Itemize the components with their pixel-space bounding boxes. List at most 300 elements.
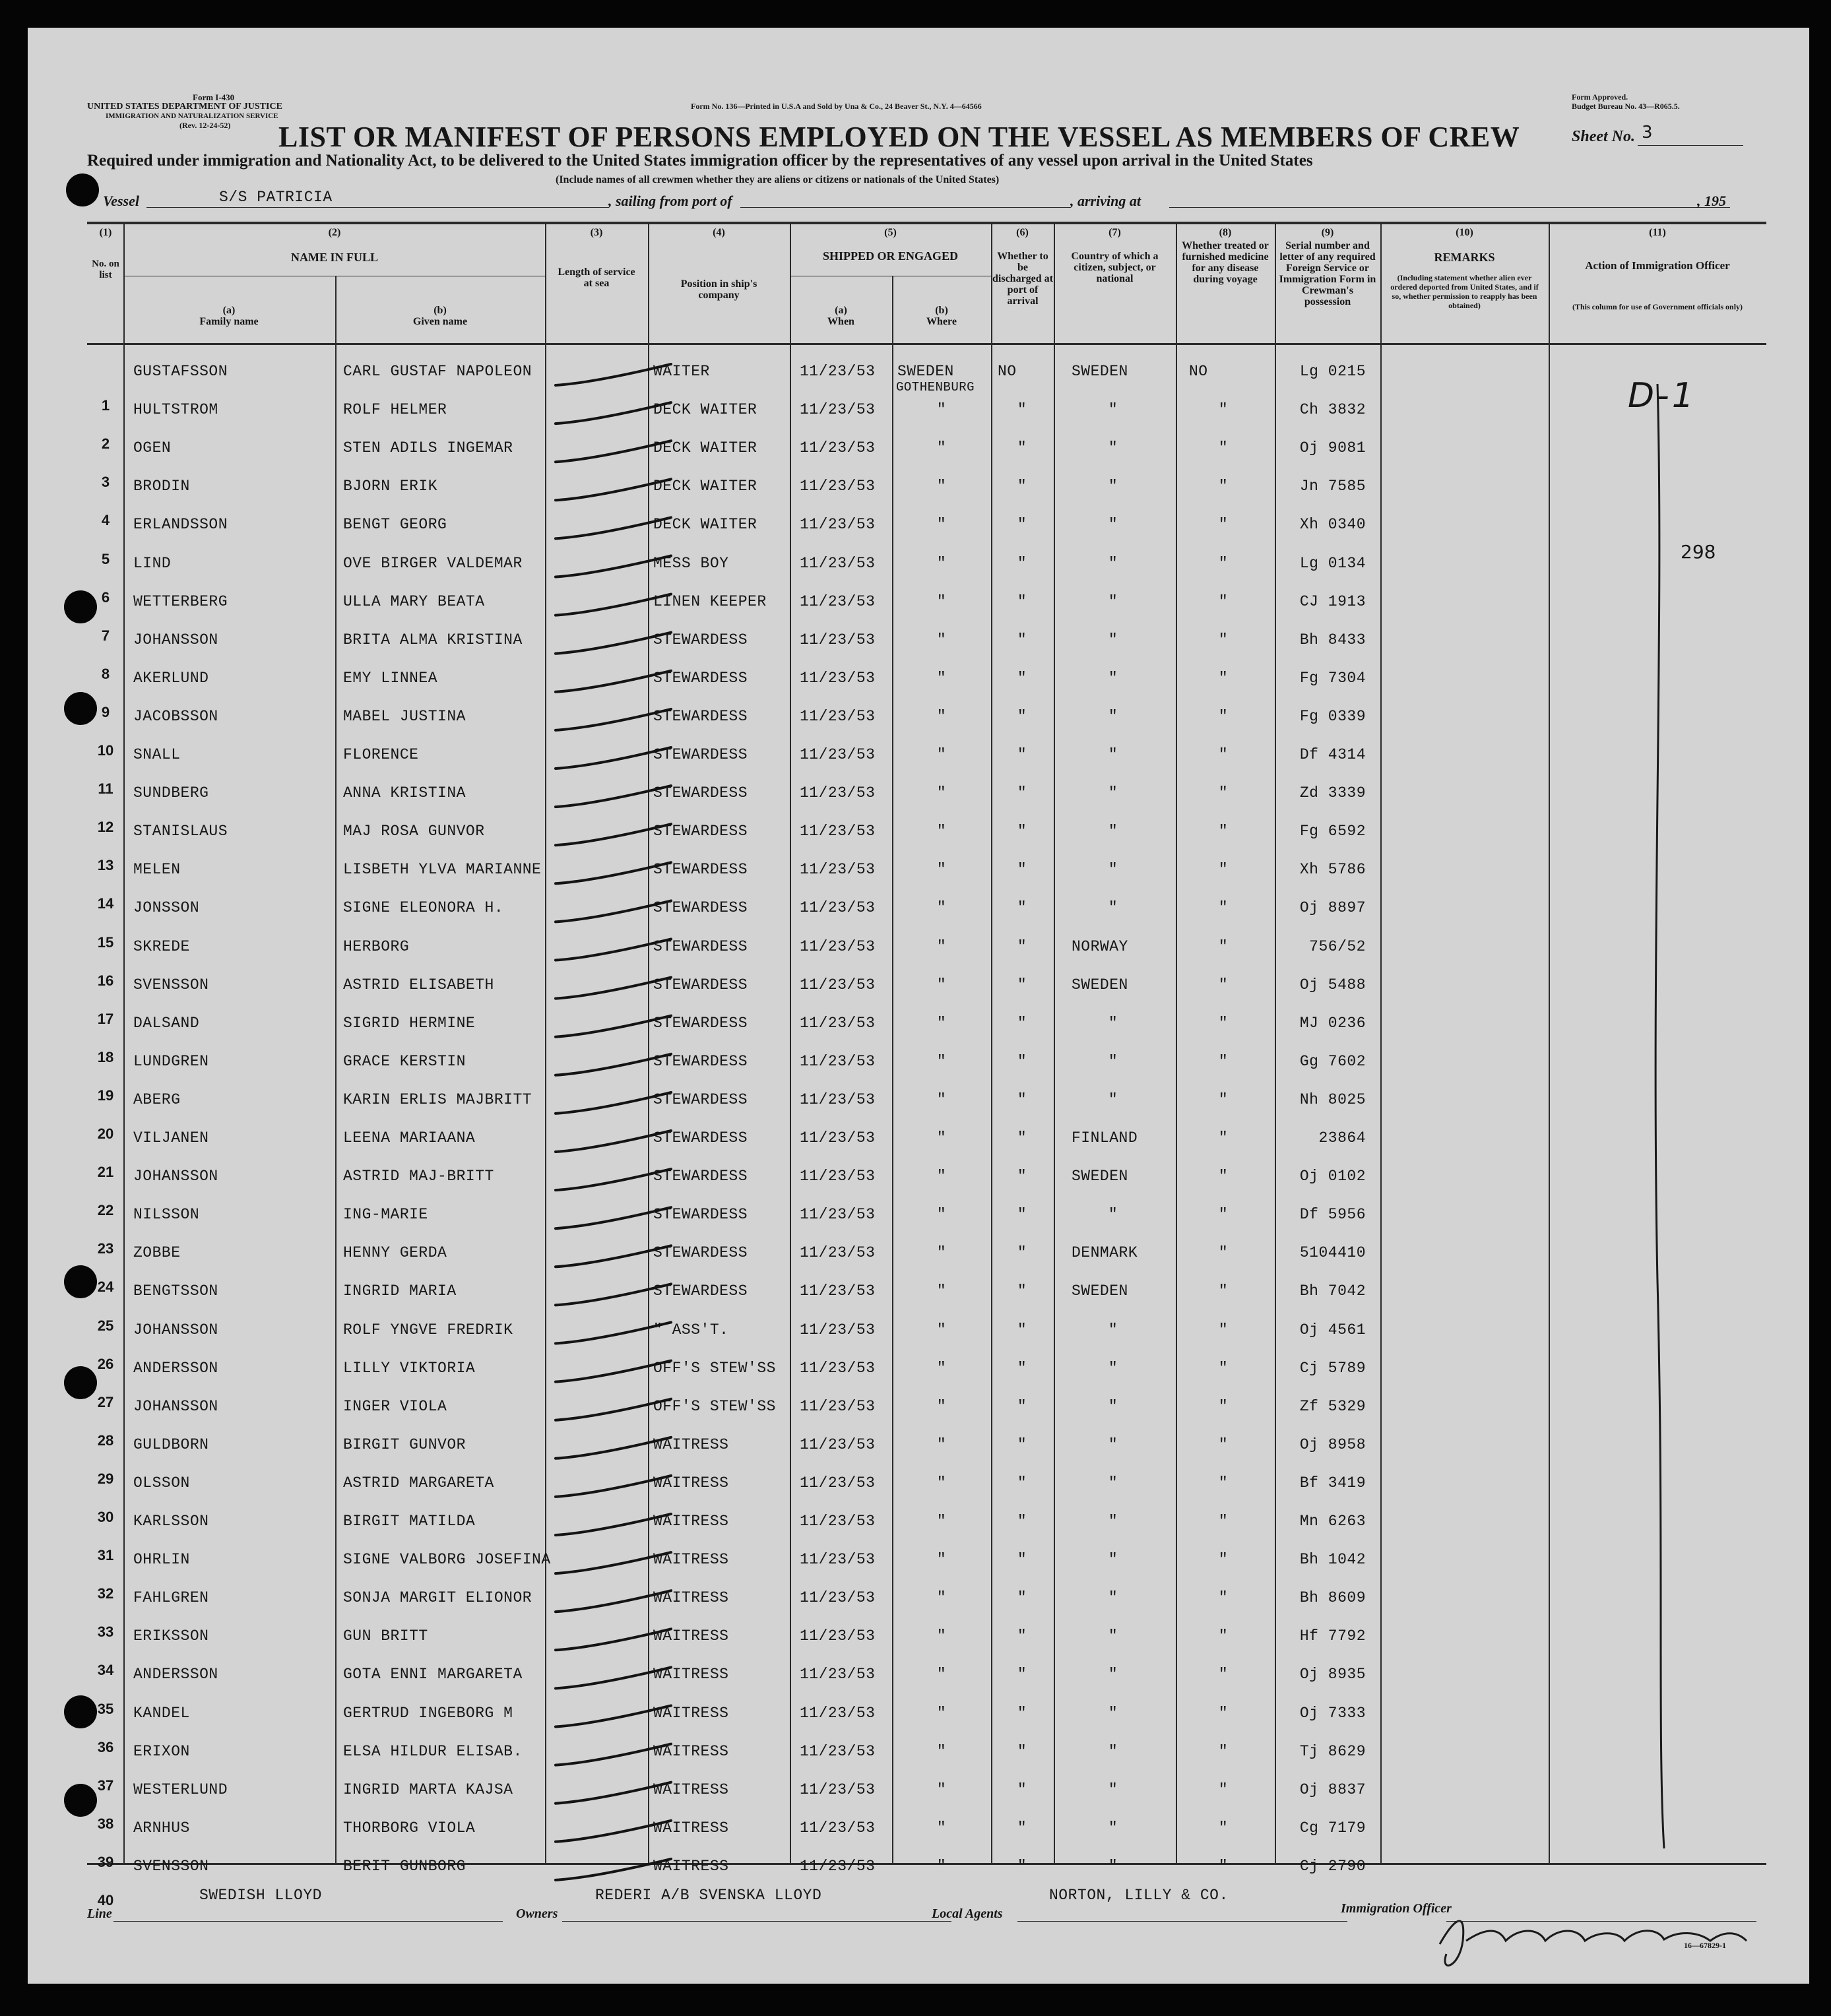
position-cell: STEWARDESS [653,976,748,993]
col-9-label: Serial number and letter of any required Foreign Service or Immigration Form in Crewman's possession [1279,240,1376,307]
shipped-where-cell: " [936,1282,947,1300]
row-number: 12 [97,819,114,836]
discharged-cell: " [1017,554,1027,572]
shipped-where-cell: SWEDEN [897,363,954,380]
approval-line-1: Form Approved. [1572,92,1628,102]
treated-cell: " [1218,1742,1229,1760]
serial-cell: Zf 5329 [1299,1397,1366,1415]
family-name-cell: BENGTSSON [133,1282,218,1300]
discharged-cell: " [1017,937,1027,955]
discharged-cell: " [1017,861,1027,879]
given-name-cell: INGRID MARIA [343,1282,457,1300]
discharged-cell: " [1017,1666,1027,1684]
position-cell: WAITER [653,363,710,380]
footer-line-label: Line [87,1906,112,1921]
col-2a-label: (a) Family name [199,305,259,327]
family-name-cell: KARLSSON [133,1513,209,1530]
country-cell: " [1108,1742,1118,1760]
arriving-label: , arriving at [1070,193,1141,209]
service-check-mark [556,517,671,538]
footer-agents-value: NORTON, LILLY & CO. [1049,1887,1229,1904]
footer-agents-label: Local Agents [932,1906,1003,1921]
given-name-cell: EMY LINNEA [343,669,438,687]
treated-cell: " [1218,707,1229,725]
service-check-mark [556,786,671,807]
country-cell: " [1108,784,1118,802]
punch-hole [64,1695,97,1728]
shipped-when-cell: 11/23/53 [800,1551,876,1569]
approval-line-2: Budget Bureau No. 43—R065.5. [1572,102,1680,111]
serial-cell: Xh 5786 [1299,861,1366,879]
country-cell: SWEDEN [1072,1282,1128,1300]
service-check-mark [556,900,671,922]
discharged-cell: " [1017,1627,1027,1645]
country-cell: " [1108,1474,1118,1492]
given-name-cell: THORBORG VIOLA [343,1819,476,1837]
shipped-where-cell: " [936,746,947,763]
col-10-note: (Including statement whether alien ever ordered deported from United States, and if so, whether permission to reapply has been obtained) [1390,273,1539,310]
serial-cell: Df 4314 [1299,746,1366,763]
service-check-mark [556,1361,671,1382]
discharged-cell: " [1017,1474,1027,1492]
shipped-where-cell: " [936,478,947,495]
position-cell: STEWARDESS [653,861,748,879]
col-7-number: (7) [1108,227,1121,238]
shipped-where-cell: " [936,1090,947,1108]
row-number: 13 [97,857,114,874]
family-name-cell: STANISLAUS [133,823,228,840]
row-number: 40 [97,1892,114,1908]
shipped-where-cell: " [936,823,947,840]
serial-cell: Nh 8025 [1299,1090,1366,1108]
country-cell: " [1108,439,1118,457]
given-name-cell: INGER VIOLA [343,1397,447,1415]
treated-cell: " [1218,1819,1229,1837]
country-cell: " [1108,1206,1118,1224]
country-cell: " [1108,1052,1118,1070]
shipped-where-cell: " [936,1627,947,1645]
col-11-number: (11) [1649,227,1666,238]
service-check-mark [556,594,671,615]
discharged-cell: " [1017,592,1027,610]
treated-cell: " [1218,1282,1229,1300]
country-cell: SWEDEN [1072,363,1128,380]
serial-cell: Fg 0339 [1299,707,1366,725]
treated-cell: " [1218,1090,1229,1108]
country-cell: NORWAY [1072,937,1128,955]
form-revision: (Rev. 12-24-52) [179,121,231,130]
country-cell: " [1108,746,1118,763]
given-name-cell: BENGT GEORG [343,516,447,534]
row-number: 7 [101,627,110,644]
serial-cell: Cj 5789 [1299,1359,1366,1377]
serial-cell: Oj 8897 [1299,899,1366,917]
shipped-when-cell: 11/23/53 [800,478,876,495]
officer-count: 298 [1681,541,1716,563]
shipped-where-cell: " [936,1704,947,1722]
shipped-when-cell: 11/23/53 [800,1742,876,1760]
treated-cell: " [1218,1206,1229,1224]
shipped-when-cell: 11/23/53 [800,1321,876,1339]
officer-bracket-line [1655,384,1664,1848]
discharged-cell: " [1017,478,1027,495]
treated-cell: " [1218,1435,1229,1453]
col-2-label: NAME IN FULL [290,251,378,264]
col-5a-label: (a) When [827,305,854,327]
serial-cell: Ch 3832 [1299,401,1366,419]
row-number: 38 [97,1815,114,1832]
country-cell: " [1108,823,1118,840]
given-name-cell: ASTRID MAJ-BRITT [343,1168,494,1185]
serial-cell: Oj 8837 [1299,1780,1366,1798]
sheet-label: Sheet No. [1572,128,1635,145]
row-number: 32 [97,1585,114,1602]
position-cell: DECK WAITER [653,516,757,534]
shipped-where-cell: " [936,899,947,917]
service-check-mark [556,479,671,500]
country-cell: " [1108,1551,1118,1569]
given-name-cell: SIGNE VALBORG JOSEFINA [343,1551,551,1569]
serial-cell: Mn 6263 [1299,1513,1366,1530]
shipped-where-cell: " [936,1819,947,1837]
row-number: 22 [97,1202,114,1219]
footer-owners-label: Owners [516,1906,558,1921]
serial-cell: Lg 0134 [1299,554,1366,572]
discharged-cell: " [1017,746,1027,763]
shipped-where-cell: " [936,1206,947,1224]
serial-cell: Hf 7792 [1299,1627,1366,1645]
shipped-when-cell: 11/23/53 [800,1857,876,1875]
given-name-cell: SIGNE ELEONORA H. [343,899,504,917]
discharged-cell: " [1017,1359,1027,1377]
sailing-label: , sailing from port of [608,193,732,209]
country-cell: " [1108,1090,1118,1108]
given-name-cell: BIRGIT GUNVOR [343,1435,466,1453]
given-name-cell: GOTA ENNI MARGARETA [343,1666,523,1684]
position-cell: STEWARDESS [653,1129,748,1147]
discharged-cell: " [1017,1168,1027,1185]
family-name-cell: SNALL [133,746,181,763]
punch-hole [64,1366,97,1399]
serial-cell: Cj 2790 [1299,1857,1366,1875]
discharged-cell: " [1017,1857,1027,1875]
treated-cell: " [1218,401,1229,419]
service-check-mark [556,441,671,462]
footer-officer-label: Immigration Officer [1341,1901,1452,1916]
family-name-cell: SVENSSON [133,1857,209,1875]
country-cell: " [1108,861,1118,879]
treated-cell: " [1218,1627,1229,1645]
shipped-where-cell: " [936,516,947,534]
service-check-mark [556,978,671,999]
treated-cell: " [1218,1359,1229,1377]
treated-cell: " [1218,439,1229,457]
family-name-cell: ERLANDSSON [133,516,228,534]
family-name-cell: JONSSON [133,899,200,917]
shipped-when-cell: 11/23/53 [800,1014,876,1032]
treated-cell: " [1218,1589,1229,1607]
shipped-when-cell: 11/23/53 [800,554,876,572]
given-name-cell: BERIT GUNBORG [343,1857,466,1875]
service-check-mark [556,1092,671,1114]
country-cell: " [1108,669,1118,687]
shipped-when-cell: 11/23/53 [800,1780,876,1798]
row-number: 39 [97,1853,114,1870]
country-cell: SWEDEN [1072,1168,1128,1185]
serial-cell: Cg 7179 [1299,1819,1366,1837]
serial-cell: Oj 0102 [1299,1168,1366,1185]
row-number: 8 [101,665,110,682]
position-cell: OFF'S STEW'SS [653,1397,776,1415]
position-cell: WAITRESS [653,1589,729,1607]
family-name-cell: NILSSON [133,1206,200,1224]
shipped-where-cell: " [936,1435,947,1453]
serial-cell: Oj 9081 [1299,439,1366,457]
col-7-label: Country of which a citizen, subject, or national [1071,251,1159,284]
country-cell: DENMARK [1072,1244,1138,1262]
family-name-cell: ERIXON [133,1742,190,1760]
country-cell: " [1108,1014,1118,1032]
position-cell: WAITRESS [653,1780,729,1798]
discharged-cell: " [1017,1819,1027,1837]
family-name-cell: MELEN [133,861,181,879]
col-11-label: Action of Immigration Officer [1585,259,1730,272]
position-cell: STEWARDESS [653,1282,748,1300]
country-cell: " [1108,707,1118,725]
serial-cell: Oj 4561 [1299,1321,1366,1339]
country-cell: " [1108,899,1118,917]
treated-cell: " [1218,1666,1229,1684]
shipped-where-cell: " [936,1780,947,1798]
service-check-mark [556,862,671,883]
family-name-cell: BRODIN [133,478,190,495]
treated-cell: " [1218,1551,1229,1569]
position-cell: STEWARDESS [653,669,748,687]
country-cell: " [1108,1359,1118,1377]
discharged-cell: NO [998,363,1017,380]
discharged-cell: " [1017,439,1027,457]
col-5-number: (5) [884,227,897,238]
row-number: 17 [97,1010,114,1027]
row-number: 20 [97,1125,114,1142]
given-name-cell: ASTRID ELISABETH [343,976,494,993]
manifest-title: LIST OR MANIFEST OF PERSONS EMPLOYED ON THE VESSEL AS MEMBERS OF CREW [278,121,1520,153]
shipped-when-cell: 11/23/53 [800,401,876,419]
discharged-cell: " [1017,823,1027,840]
family-name-cell: ARNHUS [133,1819,190,1837]
discharged-cell: " [1017,1704,1027,1722]
country-cell: " [1108,1780,1118,1798]
shipped-where-cell: " [936,1321,947,1339]
family-name-cell: KANDEL [133,1704,190,1722]
country-cell: " [1108,554,1118,572]
discharged-cell: " [1017,1129,1027,1147]
treated-cell: " [1218,1321,1229,1339]
position-cell: MESS BOY [653,554,729,572]
row-number: 1 [101,397,110,414]
position-cell: " ASS'T. [653,1321,729,1339]
treated-cell: " [1218,746,1229,763]
family-name-cell: JOHANSSON [133,1168,218,1185]
family-name-cell: LIND [133,554,172,572]
shipped-when-cell: 11/23/53 [800,1513,876,1530]
row-number: 10 [97,742,114,759]
row-number: 26 [97,1355,114,1372]
family-name-cell: GULDBORN [133,1435,209,1453]
serial-cell: Bf 3419 [1299,1474,1366,1492]
shipped-where-cell: " [936,1742,947,1760]
treated-cell: " [1218,1052,1229,1070]
shipped-when-cell: 11/23/53 [800,707,876,725]
country-cell: FINLAND [1072,1129,1138,1147]
service-name: IMMIGRATION AND NATURALIZATION SERVICE [106,112,278,120]
shipped-when-cell: 11/23/53 [800,1168,876,1185]
row-number: 27 [97,1393,114,1410]
shipped-when-cell: 11/23/53 [800,363,876,380]
shipped-where-cell: " [936,784,947,802]
printer-note: Form No. 136—Printed in U.S.A and Sold by Una & Co., 24 Beaver St., N.Y. 4—64566 [691,102,982,111]
shipped-when-cell: 11/23/53 [800,1090,876,1108]
position-cell: LINEN KEEPER [653,592,767,610]
col-2-number: (2) [328,227,341,238]
col-3-label: Length of service at sea [558,267,635,289]
service-check-mark [556,1016,671,1037]
discharged-cell: " [1017,1435,1027,1453]
shipped-where-cell: " [936,1589,947,1607]
col-1-number: (1) [99,227,112,238]
service-check-mark [556,747,671,769]
given-name-cell: MAJ ROSA GUNVOR [343,823,485,840]
row-number: 28 [97,1432,114,1449]
shipped-when-cell: 11/23/53 [800,746,876,763]
treated-cell: " [1218,784,1229,802]
service-check-mark [556,1284,671,1305]
family-name-cell: JOHANSSON [133,631,218,648]
treated-cell: " [1218,1397,1229,1415]
treated-cell: " [1218,1014,1229,1032]
row-number: 9 [101,703,110,720]
country-cell: " [1108,1589,1118,1607]
shipped-where-cell: " [936,937,947,955]
position-cell: STEWARDESS [653,1090,748,1108]
family-name-cell: GUSTAFSSON [133,363,228,380]
serial-cell: Xh 0340 [1299,516,1366,534]
row-number: 5 [101,550,110,567]
discharged-cell: " [1017,1742,1027,1760]
given-name-cell: MABEL JUSTINA [343,707,466,725]
position-cell: STEWARDESS [653,784,748,802]
row-number: 6 [101,588,110,606]
punch-hole [66,173,99,206]
row-number: 25 [97,1317,114,1334]
service-check-mark [556,1744,671,1765]
year-label: , 195 [1697,193,1726,209]
sheet-number: 3 [1642,123,1653,142]
row-number: 29 [97,1470,114,1487]
position-cell: DECK WAITER [653,439,757,457]
treated-cell: " [1218,976,1229,993]
manifest-subtitle: Required under immigration and Nationality Act, to be delivered to the United States immigration officer by the representatives of any vessel upon arrival in the United States [87,152,1313,170]
serial-cell: Zd 3339 [1299,784,1366,802]
treated-cell: " [1218,516,1229,534]
family-name-cell: JACOBSSON [133,707,218,725]
position-cell: WAITRESS [653,1742,729,1760]
family-name-cell: ANDERSSON [133,1359,218,1377]
country-cell: " [1108,1704,1118,1722]
treated-cell: " [1218,1513,1229,1530]
treated-cell: " [1218,1780,1229,1798]
position-cell: WAITRESS [653,1819,729,1837]
row-number: 3 [101,474,110,491]
service-check-mark [556,1245,671,1267]
family-name-cell: OHRLIN [133,1551,190,1569]
serial-cell: 756/52 [1309,937,1366,955]
treated-cell: " [1218,592,1229,610]
shipped-when-cell: 11/23/53 [800,516,876,534]
given-name-cell: ING-MARIE [343,1206,428,1224]
service-check-mark [556,939,671,961]
punch-hole [64,1265,97,1298]
country-cell: " [1108,1513,1118,1530]
shipped-when-cell: 11/23/53 [800,861,876,879]
row-number: 34 [97,1662,114,1679]
given-name-cell: GRACE KERSTIN [343,1052,466,1070]
treated-cell: " [1218,1704,1229,1722]
shipped-where-cell: " [936,631,947,648]
row-number: 36 [97,1738,114,1755]
position-cell: STEWARDESS [653,1244,748,1262]
shipped-where-cell: " [936,1551,947,1569]
row-number: 37 [97,1777,114,1794]
country-cell: " [1108,1627,1118,1645]
shipped-when-cell: 11/23/53 [800,439,876,457]
position-cell: WAITRESS [653,1627,729,1645]
discharged-cell: " [1017,669,1027,687]
shipped-when-cell: 11/23/53 [800,1704,876,1722]
discharged-cell: " [1017,1780,1027,1798]
treated-cell: " [1218,1244,1229,1262]
position-cell: WAITRESS [653,1857,729,1875]
country-cell: " [1108,1819,1118,1837]
given-name-cell: ROLF YNGVE FREDRIK [343,1321,513,1339]
shipped-when-cell: 11/23/53 [800,1397,876,1415]
row-number: 16 [97,972,114,989]
serial-cell: Jn 7585 [1299,478,1366,495]
department-name: UNITED STATES DEPARTMENT OF JUSTICE [87,102,282,111]
punch-hole [64,590,97,623]
serial-cell: Oj 5488 [1299,976,1366,993]
service-check-mark [556,402,671,424]
family-name-cell: FAHLGREN [133,1589,209,1607]
discharged-cell: " [1017,976,1027,993]
service-check-mark [556,1169,671,1190]
service-check-marks [556,364,671,1880]
position-cell: STEWARDESS [653,1168,748,1185]
shipped-where-cell: " [936,1513,947,1530]
col-5b-label: (b) Where [926,305,957,327]
service-check-mark [556,1476,671,1497]
shipped-where-cell: " [936,669,947,687]
shipped-when-cell: 11/23/53 [800,1206,876,1224]
country-cell: " [1108,1435,1118,1453]
family-name-cell: LUNDGREN [133,1052,209,1070]
discharged-cell: " [1017,516,1027,534]
country-cell: " [1108,478,1118,495]
given-name-cell: ASTRID MARGARETA [343,1474,494,1492]
treated-cell: NO [1189,363,1208,380]
discharged-cell: " [1017,1014,1027,1032]
service-check-mark [556,1706,671,1727]
